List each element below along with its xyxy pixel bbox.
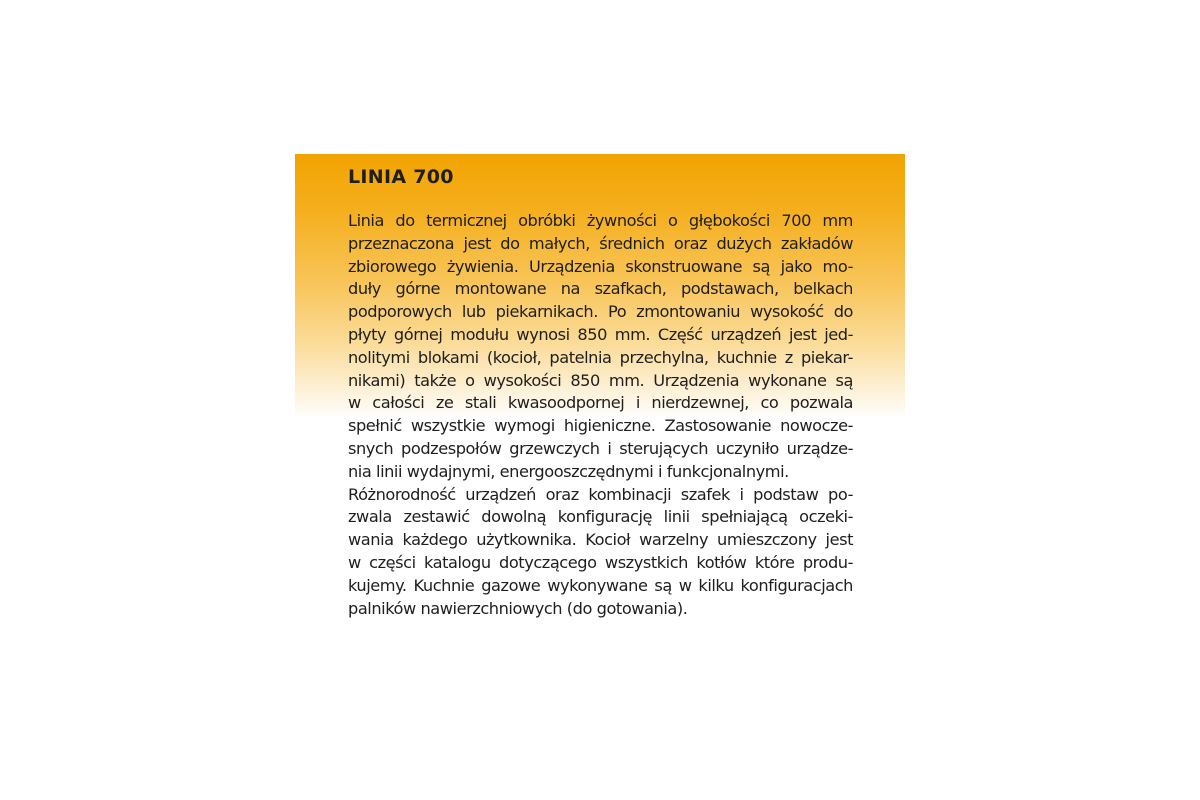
body-line: zwala zestawić dowolną konfigurację linii spełniającą oczeki-	[348, 507, 853, 527]
body-line: zbiorowego żywienia. Urządzenia skonstruowane są jako mo-	[348, 256, 853, 276]
body-line: nia linii wydajnymi, energooszczędnymi i funkcjonalnymi.	[348, 461, 789, 481]
body-line: nolitymi blokami (kocioł, patelnia przechylna, kuchnie z piekar-	[348, 347, 853, 367]
body-line: Różnorodność urządzeń oraz kombinacji szafek i podstaw po-	[348, 484, 853, 504]
body-line: wania każdego użytkownika. Kocioł warzelny umieszczony jest	[348, 530, 853, 550]
body-line: nikami) także o wysokości 850 mm. Urządzenia wykonane są	[348, 370, 853, 390]
body-line: płyty górnej modułu wynosi 850 mm. Część urządzeń jest jed-	[348, 324, 853, 344]
description-content	[348, 166, 853, 620]
body-line: podporowych lub piekarnikach. Po zmontowaniu wysokość do	[348, 302, 853, 322]
section-title: LINIA 700	[348, 166, 454, 188]
description-body	[348, 210, 853, 620]
body-line: palników nawierzchniowych (do gotowania).	[348, 598, 688, 618]
body-line: w części katalogu dotyczącego wszystkich kotłów które produ-	[348, 552, 853, 572]
description-panel	[295, 154, 905, 624]
body-line: snych podzespołów grzewczych i sterujących uczyniło urządze-	[348, 438, 853, 458]
body-line: kujemy. Kuchnie gazowe wykonywane są w kilku konfiguracjach	[348, 575, 853, 595]
body-line: przeznaczona jest do małych, średnich oraz dużych zakładów	[348, 233, 853, 253]
body-line: Linia do termicznej obróbki żywności o głębokości 700 mm	[348, 211, 853, 230]
body-line: spełnić wszystkie wymogi higieniczne. Zastosowanie nowocze-	[348, 416, 853, 436]
body-line: duły górne montowane na szafkach, podstawach, belkach	[348, 279, 853, 299]
body-line: w całości ze stali kwasoodpornej i nierdzewnej, co pozwala	[348, 393, 853, 413]
